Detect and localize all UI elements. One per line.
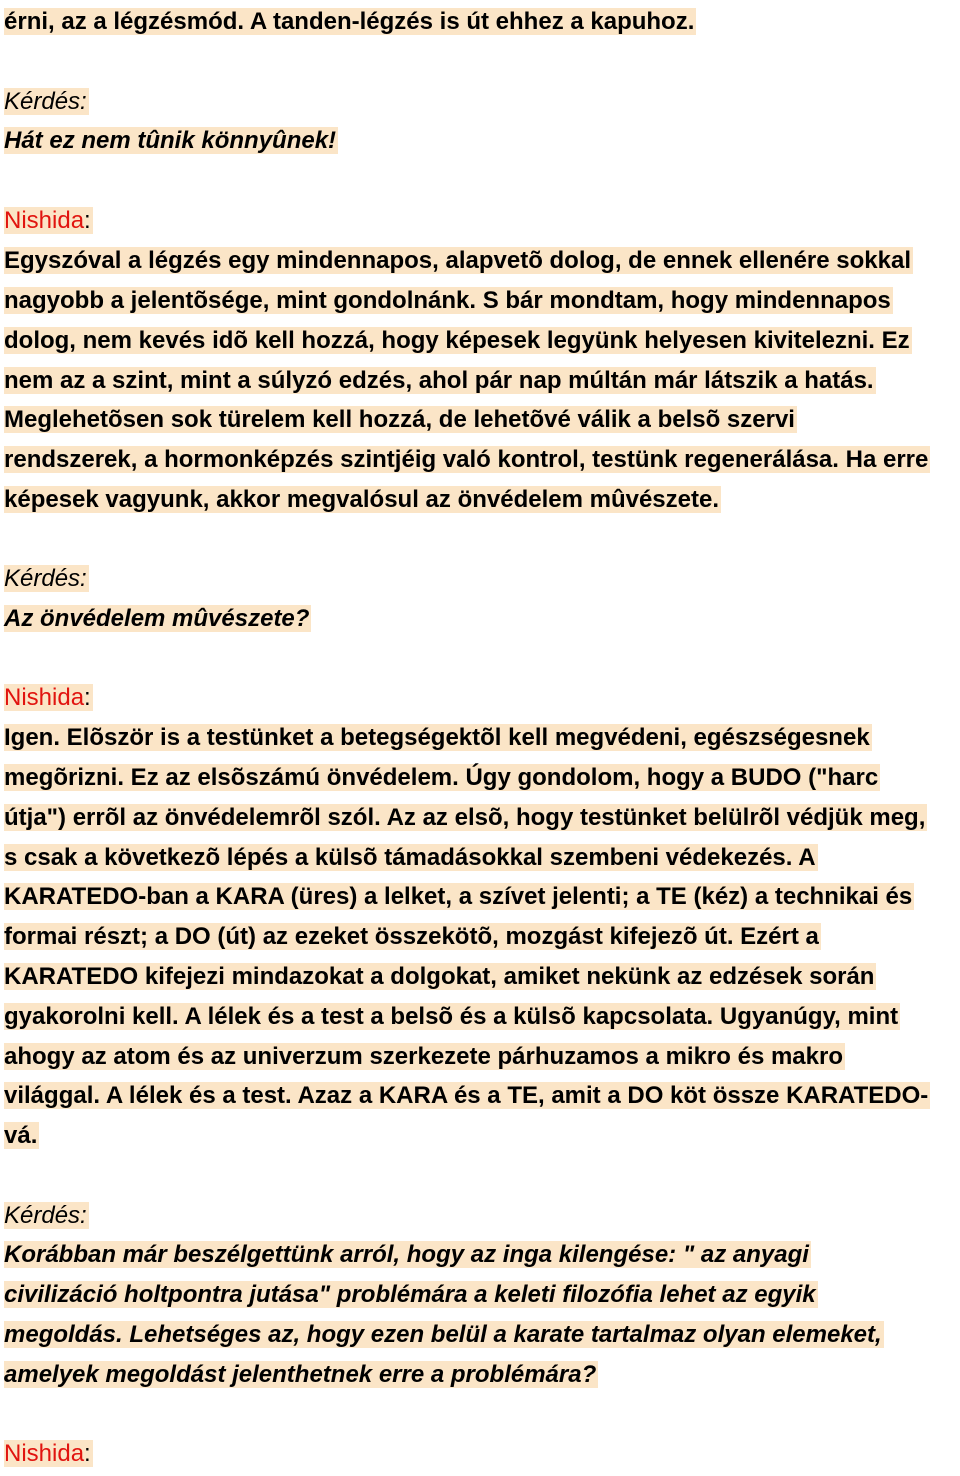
answer-line xyxy=(4,718,872,758)
speaker-nishida: Nishida xyxy=(4,1440,85,1467)
question-line xyxy=(4,1235,811,1275)
highlighted-text: s csak a következõ lépés a külsõ támadásokkal szembeni védekezés. A xyxy=(4,844,816,871)
answer-line xyxy=(4,758,880,798)
highlighted-text: KARATEDO kifejezi mindazokat a dolgokat, amiket nekünk az edzések során xyxy=(4,963,875,990)
question-line xyxy=(4,1315,884,1355)
highlighted-text: amelyek megoldást jelenthetnek erre a problémára? xyxy=(4,1361,597,1388)
question-speaker-label xyxy=(4,1196,89,1236)
speaker-colon: : xyxy=(84,1440,91,1467)
highlighted-text: megõrizni. Ez az elsõszámú önvédelem. Úgy gondolom, hogy a BUDO ("harc xyxy=(4,764,879,791)
answer-line xyxy=(4,480,721,520)
answer-line xyxy=(4,1037,845,1077)
answer-line xyxy=(4,957,876,997)
highlighted-text: civilizáció holtpontra jutása" problémára a keleti filozófia lehet az egyik xyxy=(4,1281,816,1308)
answer-line xyxy=(4,1076,930,1116)
highlighted-text: Meglehetõsen sok türelem kell hozzá, de lehetõvé válik a belsõ szervi xyxy=(4,406,795,433)
question-line xyxy=(4,1355,598,1395)
speaker-colon: : xyxy=(84,684,91,711)
highlighted-text: Hát ez nem tûnik könnyûnek! xyxy=(4,127,337,154)
highlighted-text: képesek vagyunk, akkor megvalósul az önvédelem mûvészete. xyxy=(4,486,720,513)
highlighted-text: Az önvédelem mûvészete? xyxy=(4,605,310,632)
speaker-kerdes: Kérdés: xyxy=(4,565,87,592)
speaker-kerdes: Kérdés: xyxy=(4,1202,87,1229)
speaker-nishida: Nishida xyxy=(4,207,85,234)
highlighted-text: ahogy az atom és az univerzum szerkezete párhuzamos a mikro és makro xyxy=(4,1043,843,1070)
answer-line xyxy=(4,838,818,878)
answer-line xyxy=(4,361,876,401)
answer-line xyxy=(4,798,927,838)
answer-line xyxy=(4,241,913,281)
answer-line xyxy=(4,997,900,1037)
question-line xyxy=(4,121,338,161)
answer-line xyxy=(4,877,914,917)
highlighted-text: KARATEDO-ban a KARA (üres) a lelket, a szívet jelenti; a TE (kéz) a technikai és xyxy=(4,883,913,910)
highlighted-text: formai részt; a DO (út) az ezeket összekötõ, mozgást kifejezõ út. Ezért a xyxy=(4,923,819,950)
answer-line xyxy=(4,321,912,361)
highlighted-text: világgal. A lélek és a test. Azaz a KARA és a TE, amit a DO köt össze KARATEDO- xyxy=(4,1082,929,1109)
answer-line xyxy=(4,400,797,440)
speaker-colon: : xyxy=(84,207,91,234)
answer-speaker-label xyxy=(4,678,93,718)
highlighted-text: nagyobb a jelentõsége, mint gondolnánk. S bár mondtam, hogy mindennapos xyxy=(4,287,891,314)
highlighted-text: érni, az a légzésmód. A tanden-légzés is út ehhez a kapuhoz. xyxy=(4,8,695,35)
answer-speaker-label xyxy=(4,201,93,241)
answer-line xyxy=(4,917,821,957)
highlighted-text: Korábban már beszélgettünk arról, hogy az inga kilengése: " az anyagi xyxy=(4,1241,809,1268)
highlighted-text: dolog, nem kevés idõ kell hozzá, hogy képesek legyünk helyesen kivitelezni. Ez xyxy=(4,327,910,354)
question-speaker-label xyxy=(4,559,89,599)
highlighted-text: megoldás. Lehetséges az, hogy ezen belül a karate tartalmaz olyan elemeket, xyxy=(4,1321,882,1348)
highlighted-text: Igen. Elõször is a testünket a betegségektõl kell megvédeni, egészségesnek xyxy=(4,724,870,751)
question-speaker-label xyxy=(4,82,89,122)
speaker-kerdes: Kérdés: xyxy=(4,88,87,115)
answer-line xyxy=(4,1116,39,1156)
answer-line xyxy=(4,281,893,321)
answer-line xyxy=(4,2,696,42)
speaker-nishida: Nishida xyxy=(4,684,85,711)
highlighted-text: vá. xyxy=(4,1122,38,1149)
answer-speaker-label xyxy=(4,1434,93,1474)
highlighted-text: gyakorolni kell. A lélek és a test a belsõ és a külsõ kapcsolata. Ugyanúgy, mint xyxy=(4,1003,899,1030)
highlighted-text: útja") errõl az önvédelemrõl szól. Az az elsõ, hogy testünket belülrõl védjük meg, xyxy=(4,804,926,831)
highlighted-text: nem az a szint, mint a súlyzó edzés, ahol pár nap múltán már látszik a hatás. xyxy=(4,367,874,394)
question-line xyxy=(4,599,311,639)
answer-line xyxy=(4,440,930,480)
highlighted-text: Egyszóval a légzés egy mindennapos, alapvetõ dolog, de ennek ellenére sokkal xyxy=(4,247,911,274)
question-line xyxy=(4,1275,818,1315)
highlighted-text: rendszerek, a hormonképzés szintjéig való kontrol, testünk regenerálása. Ha erre xyxy=(4,446,929,473)
